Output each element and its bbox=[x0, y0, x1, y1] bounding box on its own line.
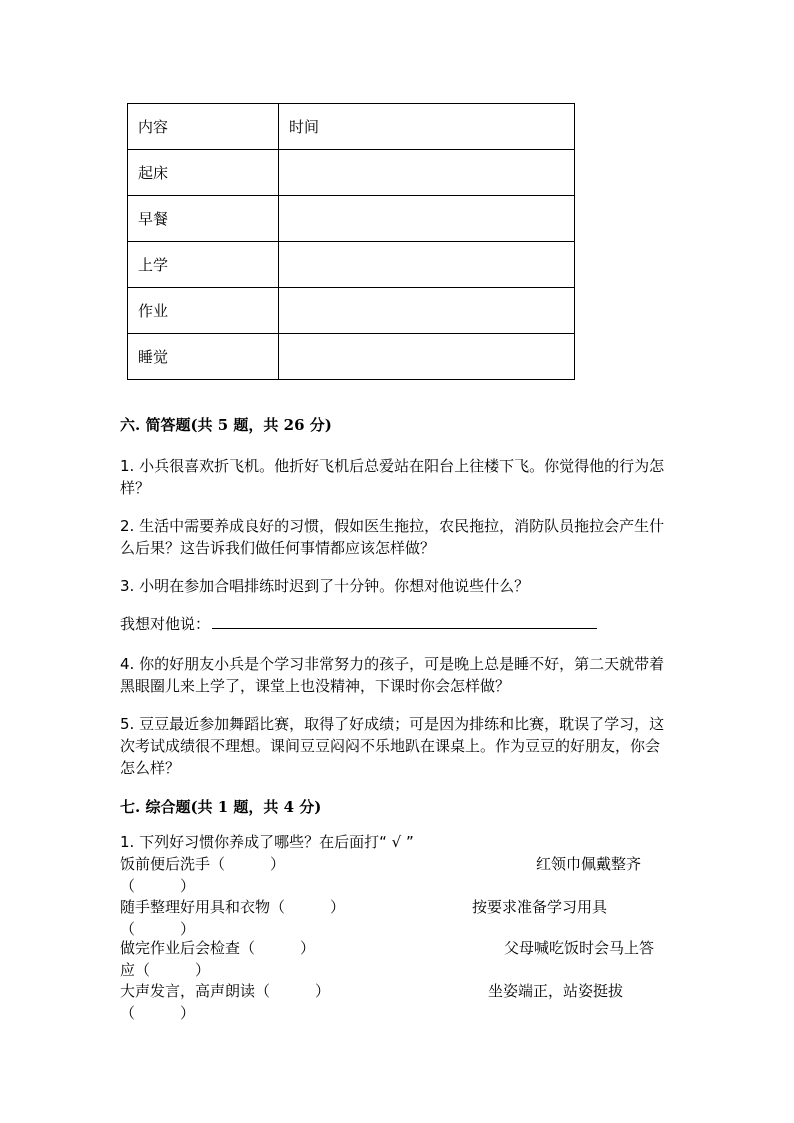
time-answer-cell[interactable] bbox=[279, 334, 575, 380]
section-6-title: 六. 简答题(共 5 题，共 26 分) bbox=[120, 416, 332, 434]
question-6-1: 1. 小兵很喜欢折飞机。他折好飞机后总爱站在阳台上往楼下飞。你觉得他的行为怎样？ bbox=[120, 457, 665, 497]
table-row bbox=[128, 288, 575, 334]
table-row bbox=[128, 150, 575, 196]
schedule-table bbox=[127, 103, 575, 380]
table-row bbox=[128, 334, 575, 380]
habit-right: 按要求准备学习用具 bbox=[472, 898, 608, 916]
row-label: 起床 bbox=[128, 150, 279, 196]
habit-answer-paren[interactable]: （ ） bbox=[120, 877, 196, 895]
row-label: 早餐 bbox=[128, 196, 279, 242]
question-6-4: 4. 你的好朋友小兵是个学习非常努力的孩子，可是晚上总是睡不好，第二天就带着黑眼圈儿来上学了，课堂上也没精神，下课时你会怎样做？ bbox=[120, 655, 665, 695]
question-6-5: 5. 豆豆最近参加舞蹈比赛，取得了好成绩；可是因为排练和比赛，耽误了学习，这次考试成绩很不理想。课间豆豆闷闷不乐地趴在课桌上。作为豆豆的好朋友，你会怎么样？ bbox=[120, 715, 665, 777]
table-header-row bbox=[128, 104, 575, 150]
habit-right: 父母喊吃饭时会马上答 bbox=[504, 939, 655, 957]
habit-left[interactable]: 饭前便后洗手（ ） bbox=[120, 855, 286, 873]
habit-right: 红领巾佩戴整齐 bbox=[536, 855, 642, 873]
question-6-3: 3. 小明在参加合唱排练时迟到了十分钟。你想对他说些什么？ bbox=[120, 577, 530, 595]
table-row bbox=[128, 242, 575, 288]
time-answer-cell[interactable] bbox=[279, 196, 575, 242]
habit-answer-paren[interactable]: （ ） bbox=[120, 920, 196, 938]
habit-answer-paren[interactable]: （ ） bbox=[120, 1004, 196, 1022]
question-7-1: 1. 下列好习惯你养成了哪些？在后面打“ √ ” bbox=[120, 833, 414, 851]
question-6-2: 2. 生活中需要养成良好的习惯，假如医生拖拉，农民拖拉，消防队员拖拉会产生什么后果？这告诉我们做任何事情都应该怎样做？ bbox=[120, 517, 665, 557]
time-answer-cell[interactable] bbox=[279, 242, 575, 288]
header-cell-time: 时间 bbox=[279, 104, 575, 150]
answer-line[interactable] bbox=[212, 614, 597, 629]
row-label: 作业 bbox=[128, 288, 279, 334]
row-label: 睡觉 bbox=[128, 334, 279, 380]
habit-left[interactable]: 大声发言，高声朗读（ ） bbox=[120, 982, 331, 1000]
row-label: 上学 bbox=[128, 242, 279, 288]
time-answer-cell[interactable] bbox=[279, 150, 575, 196]
habit-answer-paren[interactable]: 应（ ） bbox=[120, 961, 211, 979]
time-answer-cell[interactable] bbox=[279, 288, 575, 334]
habit-right: 坐姿端正，站姿挺拔 bbox=[488, 982, 624, 1000]
section-7-title: 七. 综合题(共 1 题，共 4 分) bbox=[120, 798, 322, 816]
header-cell-content: 内容 bbox=[128, 104, 279, 150]
habit-left[interactable]: 随手整理好用具和衣物（ ） bbox=[120, 898, 346, 916]
habit-left[interactable]: 做完作业后会检查（ ） bbox=[120, 939, 316, 957]
answer-line-row bbox=[120, 613, 668, 635]
table-row bbox=[128, 196, 575, 242]
answer-prompt: 我想对他说： bbox=[120, 615, 211, 633]
